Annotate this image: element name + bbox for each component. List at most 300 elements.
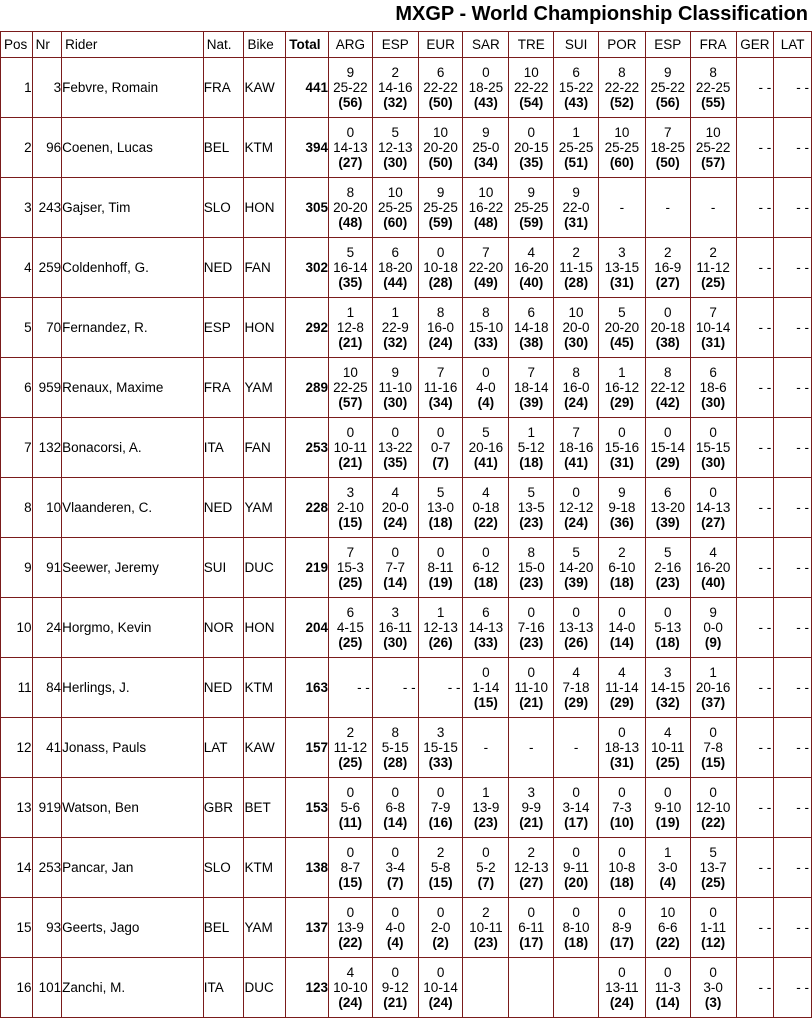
- race-position-points: 0: [482, 665, 490, 680]
- race-moto-points: 9-12: [381, 980, 409, 995]
- rider-number: 3: [32, 58, 62, 118]
- event-points: (22): [338, 935, 363, 950]
- table-row: [1, 718, 812, 778]
- rider-position: 15: [1, 898, 33, 958]
- race-moto-points: 14-15: [650, 680, 686, 695]
- race-position-points: 10: [433, 125, 449, 140]
- event-result-cell: [598, 118, 645, 178]
- race-moto-points: 20-16: [695, 680, 731, 695]
- event-result-cell: [509, 538, 554, 598]
- race-position-points: 3: [527, 785, 535, 800]
- table-row: [1, 838, 812, 898]
- race-moto-points: 16-22: [468, 200, 504, 215]
- event-result-cell: - -: [736, 478, 774, 538]
- event-points: (19): [655, 815, 680, 830]
- event-points: (21): [338, 335, 363, 350]
- rider-bike: KTM: [244, 838, 286, 898]
- event-result-cell: [509, 778, 554, 838]
- race-moto-points: 4-0: [476, 380, 496, 395]
- event-points: (41): [564, 455, 589, 470]
- event-points: (52): [609, 95, 634, 110]
- event-result-cell: [463, 538, 509, 598]
- race-position-points: 10: [705, 125, 721, 140]
- event-points: (29): [655, 455, 680, 470]
- event-result-cell: [418, 298, 463, 358]
- rider-bike: DUC: [244, 958, 286, 1018]
- race-moto-points: 22-22: [604, 80, 640, 95]
- race-moto-points: 13-11: [605, 980, 639, 995]
- race-moto-points: 18-25: [468, 80, 504, 95]
- event-result-cell: -: [598, 178, 645, 238]
- race-moto-points: 5-12: [517, 440, 545, 455]
- rider-bike: KAW: [244, 58, 286, 118]
- rider-nationality: NED: [203, 478, 244, 538]
- event-result-cell: [645, 778, 690, 838]
- rider-number: 93: [32, 898, 62, 958]
- table-row: [1, 58, 812, 118]
- rider-bike: YAM: [244, 478, 286, 538]
- event-result-cell: [329, 298, 373, 358]
- event-points: (30): [383, 155, 408, 170]
- race-position-points: 4: [482, 485, 490, 500]
- header-event: EUR: [418, 32, 463, 58]
- race-position-points: 0: [709, 425, 717, 440]
- event-result-cell: [463, 598, 509, 658]
- race-moto-points: 20-0: [381, 500, 409, 515]
- rider-position: 12: [1, 718, 33, 778]
- event-result-cell: [418, 958, 463, 1018]
- event-result-cell: [463, 418, 509, 478]
- race-position-points: 4: [572, 665, 580, 680]
- race-position-points: 9: [618, 485, 626, 500]
- event-result-cell: [372, 778, 418, 838]
- event-points: (39): [519, 395, 544, 410]
- race-moto-points: 5-15: [381, 740, 409, 755]
- event-points: (15): [473, 695, 498, 710]
- event-points: (23): [519, 575, 544, 590]
- race-position-points: 10: [523, 65, 539, 80]
- race-moto-points: 20-20: [604, 320, 640, 335]
- rider-name: Herlings, J.: [62, 658, 204, 718]
- event-points: (29): [609, 395, 634, 410]
- event-result-cell: [418, 238, 463, 298]
- event-result-cell: [509, 838, 554, 898]
- race-position-points: 0: [436, 245, 445, 260]
- rider-total-points: 157: [286, 718, 329, 778]
- race-position-points: 0: [436, 545, 445, 560]
- event-result-cell: - -: [774, 58, 812, 118]
- rider-bike: FAN: [244, 238, 286, 298]
- race-moto-points: 20-20: [333, 200, 368, 215]
- event-points: (7): [386, 875, 404, 890]
- race-position-points: 2: [572, 245, 580, 260]
- event-points: (27): [519, 875, 544, 890]
- race-position-points: 0: [527, 605, 535, 620]
- rider-position: 8: [1, 478, 33, 538]
- event-result-cell: [463, 778, 509, 838]
- race-moto-points: 10-14: [695, 320, 731, 335]
- event-points: (57): [701, 155, 726, 170]
- event-points: (59): [428, 215, 453, 230]
- race-position-points: 7: [482, 245, 490, 260]
- event-points: (25): [655, 755, 680, 770]
- header-nat: Nat.: [203, 32, 244, 58]
- event-result-cell: -: [690, 178, 736, 238]
- race-moto-points: 5-13: [654, 620, 682, 635]
- event-result-cell: [690, 718, 736, 778]
- race-position-points: 6: [664, 485, 672, 500]
- event-points: (18): [473, 575, 498, 590]
- event-result-cell: [329, 58, 373, 118]
- event-points: (40): [519, 275, 544, 290]
- race-moto-points: 13-9: [336, 920, 364, 935]
- event-result-cell: [329, 778, 373, 838]
- event-points: (14): [609, 635, 634, 650]
- race-position-points: 4: [664, 725, 672, 740]
- classification-rows: [1, 58, 812, 1018]
- event-result-cell: [554, 358, 599, 418]
- race-moto-points: 13-15: [604, 260, 640, 275]
- event-result-cell: [329, 538, 373, 598]
- event-result-cell: - -: [736, 58, 774, 118]
- table-row: [1, 298, 812, 358]
- event-result-cell: - -: [736, 958, 774, 1018]
- event-points: (31): [564, 215, 589, 230]
- rider-position: 13: [1, 778, 33, 838]
- event-points: (25): [338, 575, 363, 590]
- race-position-points: 7: [527, 365, 535, 380]
- event-result-cell: [372, 238, 418, 298]
- race-moto-points: 15-15: [695, 440, 731, 455]
- race-moto-points: 14-18: [513, 320, 549, 335]
- race-position-points: 0: [618, 785, 626, 800]
- event-result-cell: [690, 538, 736, 598]
- race-position-points: 0: [664, 305, 672, 320]
- race-position-points: 2: [482, 905, 490, 920]
- race-moto-points: 7-3: [612, 800, 632, 815]
- rider-number: 96: [32, 118, 62, 178]
- event-points: (38): [655, 335, 680, 350]
- event-result-cell: [690, 898, 736, 958]
- table-row: [1, 538, 812, 598]
- event-points: (38): [519, 335, 544, 350]
- rider-number: 101: [32, 958, 62, 1018]
- rider-position: 4: [1, 238, 33, 298]
- rider-bike: FAN: [244, 418, 286, 478]
- race-position-points: 2: [391, 65, 399, 80]
- event-result-cell: - -: [774, 538, 812, 598]
- rider-bike: YAM: [244, 358, 286, 418]
- event-points: (23): [519, 515, 544, 530]
- event-result-cell: [645, 838, 690, 898]
- event-points: (44): [383, 275, 408, 290]
- event-result-cell: [598, 718, 645, 778]
- race-moto-points: 25-25: [513, 200, 549, 215]
- event-result-cell: [372, 598, 418, 658]
- event-result-cell: -: [645, 178, 690, 238]
- header-event: SUI: [554, 32, 599, 58]
- race-moto-points: 15-16: [604, 440, 640, 455]
- rider-total-points: 305: [286, 178, 329, 238]
- race-position-points: 0: [391, 965, 399, 980]
- event-result-cell: -: [509, 718, 554, 778]
- event-result-cell: - -: [736, 718, 774, 778]
- race-position-points: 8: [572, 365, 580, 380]
- event-result-cell: [509, 178, 554, 238]
- race-position-points: 0: [572, 605, 580, 620]
- event-points: (24): [383, 515, 408, 530]
- event-result-cell: [645, 418, 690, 478]
- race-position-points: 8: [482, 305, 490, 320]
- event-result-cell: [463, 658, 509, 718]
- race-moto-points: 18-25: [650, 140, 686, 155]
- race-moto-points: 11-10: [378, 380, 412, 395]
- event-points: (32): [655, 695, 680, 710]
- race-moto-points: 3-14: [562, 800, 590, 815]
- event-result-cell: -: [463, 718, 509, 778]
- race-position-points: 7: [436, 365, 445, 380]
- table-row: [1, 238, 812, 298]
- rider-name: Renaux, Maxime: [62, 358, 204, 418]
- event-result-cell: [554, 58, 599, 118]
- event-result-cell: [690, 958, 736, 1018]
- rider-total-points: 253: [286, 418, 329, 478]
- event-result-cell: [645, 238, 690, 298]
- event-result-cell: [418, 598, 463, 658]
- race-moto-points: 0-7: [430, 440, 451, 455]
- event-points: (18): [564, 935, 589, 950]
- header-event: ESP: [372, 32, 418, 58]
- event-result-cell: - -: [774, 358, 812, 418]
- table-row: [1, 478, 812, 538]
- event-points: (24): [428, 995, 453, 1010]
- event-points: (3): [704, 995, 722, 1010]
- rider-position: 9: [1, 538, 33, 598]
- rider-position: 3: [1, 178, 33, 238]
- race-moto-points: 9-18: [608, 500, 636, 515]
- race-position-points: 0: [482, 845, 490, 860]
- event-result-cell: [554, 298, 599, 358]
- race-moto-points: 18-16: [558, 440, 594, 455]
- event-points: (24): [564, 395, 589, 410]
- event-result-cell: [690, 58, 736, 118]
- rider-nationality: LAT: [203, 718, 244, 778]
- race-position-points: 5: [664, 545, 672, 560]
- race-position-points: 0: [709, 725, 717, 740]
- race-moto-points: 25-25: [604, 140, 640, 155]
- event-result-cell: - -: [774, 298, 812, 358]
- event-points: (17): [564, 815, 589, 830]
- event-result-cell: - -: [774, 478, 812, 538]
- event-points: (2): [432, 935, 449, 950]
- event-points: (43): [473, 95, 498, 110]
- race-moto-points: 20-18: [650, 320, 686, 335]
- event-points: (9): [704, 635, 722, 650]
- race-moto-points: 5-6: [340, 800, 361, 815]
- event-points: (50): [655, 155, 680, 170]
- race-position-points: 7: [664, 125, 672, 140]
- race-moto-points: 7-9: [430, 800, 451, 815]
- race-moto-points: 15-14: [650, 440, 686, 455]
- event-result-cell: - -: [774, 238, 812, 298]
- event-points: (32): [383, 335, 408, 350]
- race-moto-points: 16-11: [378, 620, 412, 635]
- race-position-points: 6: [436, 65, 445, 80]
- race-position-points: 9: [664, 65, 672, 80]
- event-result-cell: [509, 598, 554, 658]
- race-position-points: 0: [618, 725, 626, 740]
- race-position-points: 5: [436, 485, 445, 500]
- event-result-cell: - -: [736, 538, 774, 598]
- rider-total-points: 228: [286, 478, 329, 538]
- rider-name: Horgmo, Kevin: [62, 598, 204, 658]
- rider-total-points: 302: [286, 238, 329, 298]
- race-position-points: 1: [709, 665, 717, 680]
- race-moto-points: 14-16: [377, 80, 413, 95]
- race-position-points: 0: [436, 785, 445, 800]
- race-position-points: 0: [436, 965, 445, 980]
- event-result-cell: [509, 358, 554, 418]
- rider-number: 253: [32, 838, 62, 898]
- header-event: POR: [598, 32, 645, 58]
- race-moto-points: 8-9: [612, 920, 632, 935]
- event-points: (31): [701, 335, 726, 350]
- event-result-cell: [645, 118, 690, 178]
- rider-number: 91: [32, 538, 62, 598]
- race-position-points: 0: [391, 785, 399, 800]
- event-points: (54): [519, 95, 544, 110]
- race-moto-points: 13-5: [517, 500, 545, 515]
- event-result-cell: [372, 898, 418, 958]
- event-result-cell: [554, 598, 599, 658]
- event-result-cell: [598, 358, 645, 418]
- event-points: (18): [655, 635, 680, 650]
- race-moto-points: 12-8: [336, 320, 364, 335]
- race-moto-points: 8-7: [340, 860, 361, 875]
- race-moto-points: 6-8: [385, 800, 405, 815]
- event-result-cell: [598, 778, 645, 838]
- header-total: Total: [286, 32, 329, 58]
- event-points: (28): [383, 755, 408, 770]
- header-event: FRA: [690, 32, 736, 58]
- race-moto-points: 22-12: [650, 380, 686, 395]
- rider-bike: YAM: [244, 898, 286, 958]
- table-row: [1, 658, 812, 718]
- race-position-points: 2: [346, 725, 355, 740]
- header-event: ESP: [645, 32, 690, 58]
- event-result-cell: [372, 358, 418, 418]
- rider-position: 16: [1, 958, 33, 1018]
- event-result-cell: - -: [372, 658, 418, 718]
- event-points: (39): [564, 575, 589, 590]
- rider-position: 2: [1, 118, 33, 178]
- event-points: (17): [609, 935, 634, 950]
- event-points: (48): [338, 215, 363, 230]
- event-result-cell: - -: [774, 598, 812, 658]
- race-moto-points: 12-13: [423, 620, 458, 635]
- race-position-points: 2: [527, 845, 535, 860]
- race-position-points: 8: [436, 305, 445, 320]
- race-moto-points: 22-0: [562, 200, 590, 215]
- race-moto-points: 16-12: [604, 380, 640, 395]
- event-points: (20): [564, 875, 589, 890]
- race-moto-points: 10-11: [650, 740, 685, 755]
- race-moto-points: 15-10: [468, 320, 504, 335]
- event-result-cell: [372, 478, 418, 538]
- race-moto-points: 10-10: [333, 980, 368, 995]
- race-moto-points: 20-20: [423, 140, 458, 155]
- race-moto-points: 16-20: [513, 260, 549, 275]
- race-moto-points: 3-0: [703, 980, 723, 995]
- event-points: (7): [477, 875, 495, 890]
- race-moto-points: 7-18: [562, 680, 590, 695]
- event-result-cell: [329, 118, 373, 178]
- race-moto-points: 12-13: [377, 140, 413, 155]
- rider-total-points: 163: [286, 658, 329, 718]
- table-row: [1, 358, 812, 418]
- race-position-points: 3: [618, 245, 626, 260]
- event-points: (25): [701, 875, 726, 890]
- event-points: (27): [655, 275, 680, 290]
- event-points: (45): [609, 335, 634, 350]
- rider-nationality: SLO: [203, 178, 244, 238]
- event-result-cell: [372, 178, 418, 238]
- rider-total-points: 123: [286, 958, 329, 1018]
- race-moto-points: 16-0: [427, 320, 455, 335]
- table-row: [1, 418, 812, 478]
- event-result-cell: [329, 418, 373, 478]
- event-result-cell: [554, 538, 599, 598]
- race-moto-points: 11-15: [559, 260, 593, 275]
- event-result-cell: [463, 298, 509, 358]
- event-result-cell: [645, 298, 690, 358]
- event-result-cell: [554, 838, 599, 898]
- event-result-cell: [598, 238, 645, 298]
- event-points: (36): [609, 515, 634, 530]
- race-moto-points: 2-10: [336, 500, 364, 515]
- rider-number: 919: [32, 778, 62, 838]
- race-moto-points: 9-9: [521, 800, 541, 815]
- race-moto-points: 13-7: [699, 860, 727, 875]
- event-result-cell: - -: [774, 898, 812, 958]
- rider-number: 84: [32, 658, 62, 718]
- race-moto-points: 25-22: [695, 140, 731, 155]
- race-moto-points: 13-20: [650, 500, 686, 515]
- event-points: (33): [473, 635, 498, 650]
- event-result-cell: [418, 778, 463, 838]
- race-position-points: 0: [709, 485, 717, 500]
- event-result-cell: [372, 538, 418, 598]
- event-points: (21): [338, 455, 363, 470]
- event-points: (25): [338, 755, 363, 770]
- rider-nationality: SLO: [203, 838, 244, 898]
- rider-nationality: FRA: [203, 58, 244, 118]
- race-moto-points: 1-14: [472, 680, 500, 695]
- event-result-cell: [690, 118, 736, 178]
- header-row: [1, 32, 812, 58]
- event-points: (4): [659, 875, 676, 890]
- race-position-points: 8: [709, 65, 717, 80]
- race-moto-points: 16-14: [333, 260, 368, 275]
- event-result-cell: [418, 538, 463, 598]
- event-result-cell: [463, 958, 509, 1018]
- rider-bike: KTM: [244, 658, 286, 718]
- rider-name: Fernandez, R.: [62, 298, 204, 358]
- event-points: (23): [473, 935, 498, 950]
- race-moto-points: 7-8: [703, 740, 723, 755]
- rider-position: 6: [1, 358, 33, 418]
- race-moto-points: 5-2: [476, 860, 496, 875]
